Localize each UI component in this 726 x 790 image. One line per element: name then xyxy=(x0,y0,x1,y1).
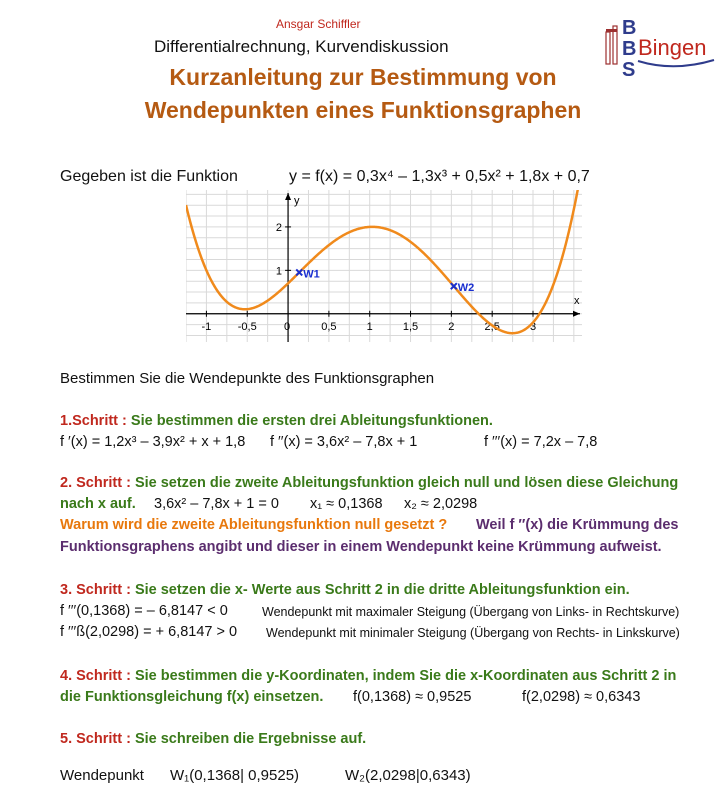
y-tick-label: 1 xyxy=(275,265,283,278)
step3-text: Sie setzen die x- Werte aus Schritt 2 in die dritte Ableitungsfunktion ein. xyxy=(134,582,630,598)
x-tick-label: 2 xyxy=(448,320,455,333)
function-curve xyxy=(186,190,582,333)
step3-eval-1: f ′′′(0,1368) = – 6,8147 < 0 xyxy=(60,603,228,619)
y-tick-label: 2 xyxy=(275,221,283,234)
x-tick-label: 0 xyxy=(283,320,291,333)
function-equation: y = f(x) = 0,3x⁴ – 1,3x³ + 0,5x² + 1,8x + 0,7 xyxy=(289,168,590,185)
page-subtitle: Differentialrechnung, Kurvendiskussion xyxy=(154,37,449,56)
step1-heading xyxy=(60,413,493,429)
x-tick-label: 1,5 xyxy=(402,320,419,333)
x-tick-label: 0,5 xyxy=(321,320,337,333)
step3-heading xyxy=(60,582,630,598)
author-name: Ansgar Schiffler xyxy=(276,17,361,31)
step4-text: Sie bestimmen die y-Koordinaten, indem Sie die x-Koordinaten aus Schritt 2 in xyxy=(134,668,677,684)
step5-heading xyxy=(60,731,366,747)
step2-text-cont: nach x auf. xyxy=(60,496,136,512)
step4-label: 4. Schritt : xyxy=(60,668,131,684)
x-tick-label: -0,5 xyxy=(237,320,257,333)
y-axis-label: y xyxy=(294,195,300,207)
logo-text-bingen: Bingen xyxy=(638,35,707,60)
step2-text: Sie setzen die zweite Ableitungsfunktion gleich null und lösen diese Gleichung xyxy=(134,475,679,491)
task-text: Bestimmen Sie die Wendepunkte des Funktionsgraphen xyxy=(60,370,435,387)
step4-heading xyxy=(60,668,676,684)
x-tick-label: 1 xyxy=(366,320,373,333)
given-label: Gegeben ist die Funktion xyxy=(60,168,238,185)
logo-letter-s: S xyxy=(622,59,636,78)
step2-x1: x₁ ≈ 0,1368 xyxy=(310,496,383,512)
inflection-point-label-1: W1 xyxy=(303,268,320,281)
step3-note-2: Wendepunkt mit minimaler Steigung (Übergang von Rechts- in Linkskurve) xyxy=(266,626,680,640)
step2-question: Warum wird die zweite Ableitungsfunktion null gesetzt ? xyxy=(60,517,448,533)
x-tick-label: 3 xyxy=(529,320,537,333)
step5-text: Sie schreiben die Ergebnisse auf. xyxy=(134,731,367,747)
bbs-bingen-logo xyxy=(604,14,716,78)
step5-label: 5. Schritt : xyxy=(60,731,131,747)
page-title-line-2: Wendepunkten eines Funktionsgraphen xyxy=(144,97,582,123)
inflection-point-label-2: W2 xyxy=(457,282,475,295)
result-w1: W₁(0,1368| 0,9525) xyxy=(170,767,300,784)
step3-label: 3. Schritt : xyxy=(60,582,131,598)
x-axis-arrow xyxy=(573,311,580,317)
step3-eval-2: f ′′′ß(2,0298) = + 6,8147 > 0 xyxy=(60,624,238,640)
step2-heading xyxy=(60,475,678,491)
logo-letter-b1: B xyxy=(622,17,637,39)
logo-letter-b2: B xyxy=(622,38,637,60)
second-derivative: f ′′(x) = 3,6x² – 7,8x + 1 xyxy=(270,434,418,450)
step4-text-cont: die Funktionsgleichung f(x) einsetzen. xyxy=(60,689,324,705)
step4-y2: f(2,0298) ≈ 0,6343 xyxy=(522,689,641,705)
step2-label: 2. Schritt : xyxy=(60,475,131,491)
step4-y1: f(0,1368) ≈ 0,9525 xyxy=(353,689,472,705)
step2-x2: x₂ ≈ 2,0298 xyxy=(404,496,478,512)
step2-answer-1: Weil f ′′(x) die Krümmung des xyxy=(476,517,679,533)
x-tick-label: 2,5 xyxy=(484,320,500,333)
step3-note-1: Wendepunkt mit maximaler Steigung (Übergang von Links- in Rechtskurve) xyxy=(262,605,680,619)
step1-text: Sie bestimmen die ersten drei Ableitungsfunktionen. xyxy=(130,413,493,429)
third-derivative: f ′′′(x) = 7,2x – 7,8 xyxy=(484,434,598,450)
step2-answer-2: Funktionsgraphens angibt und dieser in einem Wendepunkt keine Krümmung aufweist. xyxy=(60,539,662,555)
x-axis-label: x xyxy=(574,294,580,307)
result-w2: W₂(2,0298|0,6343) xyxy=(345,767,471,784)
step2-equation: 3,6x² – 7,8x + 1 = 0 xyxy=(154,496,279,512)
function-graph xyxy=(186,190,582,342)
step1-label: 1.Schritt : xyxy=(60,413,127,429)
page-title-line-1: Kurzanleitung zur Bestimmung von xyxy=(169,64,557,90)
x-tick-label: -1 xyxy=(201,320,212,333)
result-label: Wendepunkt xyxy=(60,767,144,784)
first-derivative: f ′(x) = 1,2x³ – 3,9x² + x + 1,8 xyxy=(60,434,246,450)
